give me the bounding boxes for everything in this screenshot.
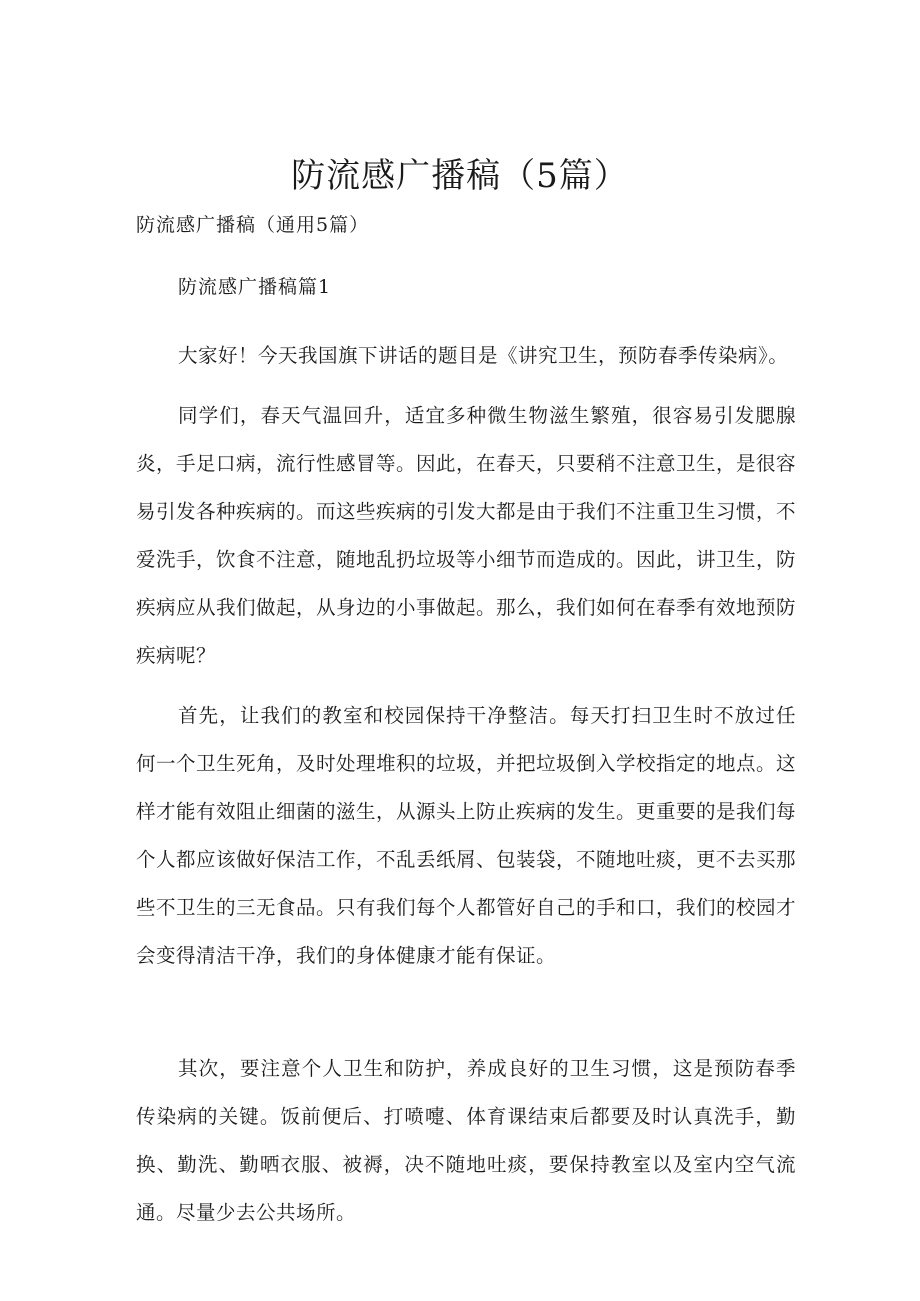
paragraph-first-point: 首先，让我们的教室和校园保持干净整洁。每天打扫卫生时不放过任何一个卫生死角，及时处理堆积的垃圾，并把垃圾倒入学校指定的地点。这样才能有效阻止细菌的滋生，从源头上防止疾病的发生。更重要的是我们每个人都应该做好保洁工作，不乱丢纸屑、包装袋，不随地吐痰，更不去买那些不卫生的三无食品。只有我们每个人都管好自己的手和口，我们的校园才会变得清洁干净，我们的身体健康才能有保证。 bbox=[136, 704, 797, 967]
paragraph-intro: 同学们，春天气温回升，适宜多种微生物滋生繁殖，很容易引发腮腺炎，手足口病，流行性感冒等。因此，在春天，只要稍不注意卫生，是很容易引发各种疾病的。而这些疾病的引发大都是由于我们不注重卫生习惯，不爱洗手，饮食不注意，随地乱扔垃圾等小细节而造成的。因此，讲卫生，防疾病应从我们做起，从身边的小事做起。那么，我们如何在春季有效地预防疾病呢？ bbox=[136, 404, 797, 667]
document-subtitle: 防流感广播稿（通用5篇） bbox=[136, 214, 370, 236]
section-heading: 防流感广播稿篇1 bbox=[178, 276, 332, 298]
paragraph-second-point: 其次，要注意个人卫生和防护，养成良好的卫生习惯，这是预防春季传染病的关键。饭前便后、打喷嚏、体育课结束后都要及时认真洗手，勤换、勤洗、勤晒衣服、被褥，决不随地吐痰，要保持教室以及室内空气流通。尽量少去公共场所。 bbox=[136, 1057, 796, 1224]
paragraph-greeting: 大家好！今天我国旗下讲话的题目是《讲究卫生，预防春季传染病》。 bbox=[178, 344, 789, 367]
document-title: 防流感广播稿（5篇） bbox=[291, 156, 629, 196]
